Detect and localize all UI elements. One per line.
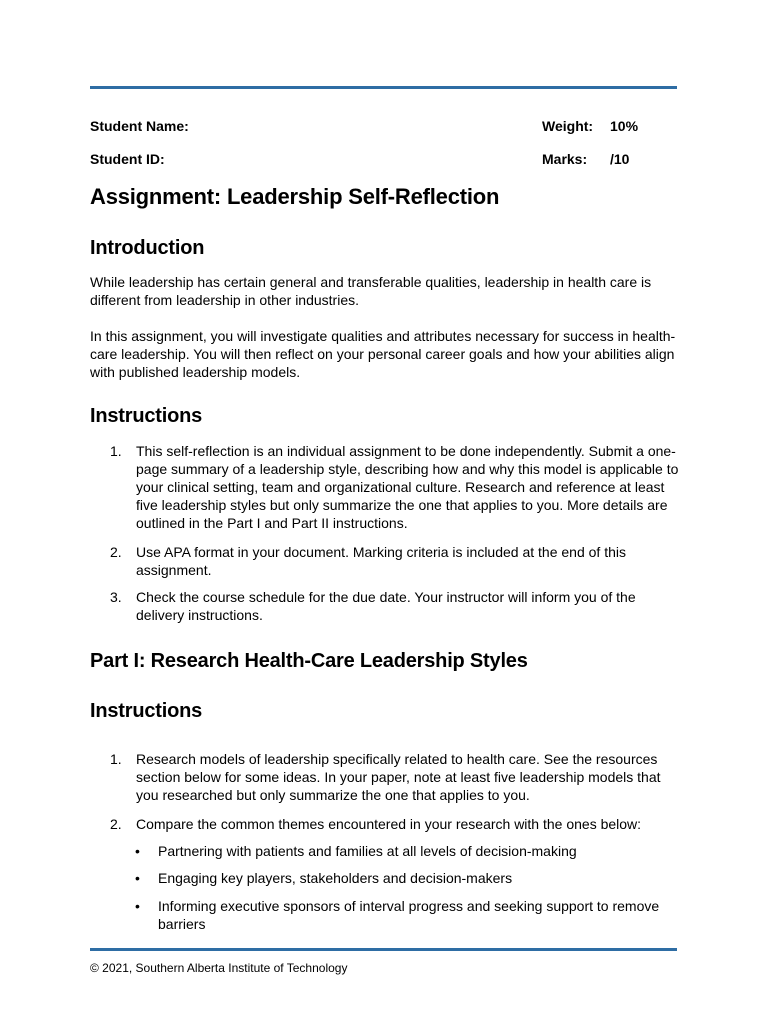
list-item — [136, 815, 682, 833]
student-id-label: Student ID: — [90, 151, 165, 167]
weight-value: 10% — [610, 118, 639, 134]
list-item — [136, 588, 682, 624]
bullet-item — [158, 842, 682, 860]
text-line: Partnering with patients and families at all levels of decision-making — [158, 843, 577, 859]
introduction-heading: Introduction — [90, 237, 205, 259]
copyright-footer: © 2021, Southern Alberta Institute of Technology — [90, 961, 348, 975]
list-item — [136, 543, 682, 579]
text-line: five leadership styles but only summarize the one that applies to you. More details are — [136, 497, 668, 513]
text-line: different from leadership in other industries. — [90, 292, 359, 308]
text-line: with published leadership models. — [90, 364, 301, 380]
list-number: 1. — [110, 443, 122, 459]
instructions-heading: Instructions — [90, 405, 203, 427]
list-number: 1. — [110, 751, 122, 767]
text-line: delivery instructions. — [136, 607, 263, 623]
student-name-label: Student Name: — [90, 118, 189, 134]
list-item — [136, 750, 682, 804]
bullet-dot: • — [135, 898, 140, 914]
text-line: Use APA format in your document. Marking criteria is included at the end of this — [136, 544, 626, 560]
text-line: While leadership has certain general and transferable qualities, leadership in health care is — [90, 274, 652, 290]
text-line: page summary of a leadership style, describing how and why this model is applicable to — [136, 461, 679, 477]
intro-paragraph-2 — [90, 327, 680, 381]
list-number: 2. — [110, 544, 122, 560]
header-rule — [90, 86, 677, 89]
list-number: 3. — [110, 589, 122, 605]
text-line: barriers — [158, 916, 206, 932]
bullet-item — [158, 897, 682, 933]
text-line: Research models of leadership specifically related to health care. See the resources — [136, 751, 658, 767]
text-line: care leadership. You will then reflect on your personal career goals and how your abilities align — [90, 346, 675, 362]
text-line: Compare the common themes encountered in your research with the ones below: — [136, 816, 642, 832]
text-line: assignment. — [136, 562, 212, 578]
text-line: This self-reflection is an individual assignment to be done independently. Submit a one- — [136, 443, 676, 459]
text-line: section below for some ideas. In your paper, note at least five leadership models that — [136, 769, 661, 785]
marks-label: Marks: — [542, 151, 588, 167]
text-line: outlined in the Part I and Part II instructions. — [136, 515, 408, 531]
text-line: Engaging key players, stakeholders and decision-makers — [158, 870, 513, 886]
text-line: your clinical setting, team and organizational culture. Research and reference at least — [136, 479, 665, 495]
weight-label: Weight: — [542, 118, 594, 134]
part1-instructions-heading: Instructions — [90, 700, 203, 722]
list-item — [136, 442, 682, 532]
intro-paragraph-1 — [90, 273, 680, 309]
list-number: 2. — [110, 816, 122, 832]
part1-heading: Part I: Research Health-Care Leadership Styles — [90, 650, 528, 672]
text-line: In this assignment, you will investigate qualities and attributes necessary for success in health- — [90, 328, 676, 344]
footer-rule — [90, 948, 677, 951]
assignment-title: Assignment: Leadership Self-Reflection — [90, 184, 500, 209]
marks-value: /10 — [610, 151, 630, 167]
bullet-item — [158, 869, 682, 887]
text-line: Informing executive sponsors of interval progress and seeking support to remove — [158, 898, 660, 914]
bullet-dot: • — [135, 843, 140, 859]
bullet-dot: • — [135, 870, 140, 886]
text-line: Check the course schedule for the due date. Your instructor will inform you of the — [136, 589, 636, 605]
text-line: you researched but only summarize the one that applies to you. — [136, 787, 530, 803]
